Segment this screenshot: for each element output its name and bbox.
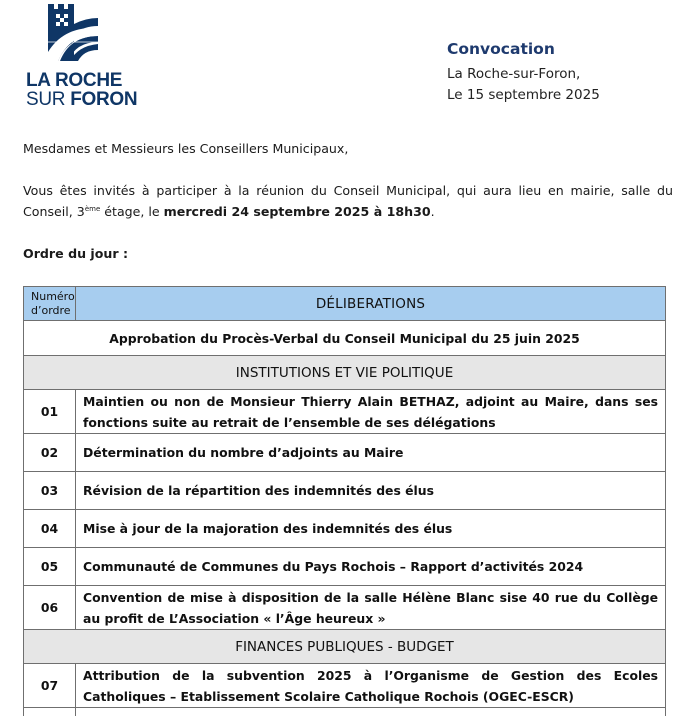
meeting-datetime: mercredi 24 septembre 2025 à 18h30 bbox=[164, 204, 431, 219]
logo-text-line1: LA ROCHE bbox=[26, 70, 122, 92]
item-number: 04 bbox=[24, 510, 76, 548]
section-title: INSTITUTIONS ET VIE POLITIQUE bbox=[24, 356, 666, 390]
header-num-line1: Numéro bbox=[31, 290, 75, 303]
approbation-row bbox=[24, 321, 666, 356]
item-label: Convention de mise à disposition de la salle Hélène Blanc sise 40 rue du Collège au profit de L’Association « l’Âge heureux » bbox=[76, 586, 666, 630]
item-number: 02 bbox=[24, 434, 76, 472]
item-number: 06 bbox=[24, 586, 76, 630]
table-row bbox=[24, 472, 666, 510]
table-row bbox=[24, 586, 666, 630]
table-row bbox=[24, 434, 666, 472]
section-title: FINANCES PUBLIQUES - BUDGET bbox=[24, 630, 666, 664]
section-row bbox=[24, 356, 666, 390]
approbation-text: Approbation du Procès-Verbal du Conseil Municipal du 25 juin 2025 bbox=[24, 321, 666, 356]
item-number: 03 bbox=[24, 472, 76, 510]
section-row bbox=[24, 630, 666, 664]
logo-text-sur: SUR bbox=[26, 89, 70, 110]
invitation-text-1: Vous êtes invités à participer à la réunion du Conseil Municipal, qui aura lieu en mairie, salle du Conseil, 3 bbox=[23, 183, 673, 219]
agenda-label: Ordre du jour : bbox=[23, 243, 673, 264]
salutation: Mesdames et Messieurs les Conseillers Municipaux, bbox=[23, 138, 673, 159]
item-label: Attribution de la subvention 2025 à l’Organisme de Gestion des Ecoles Catholiques – Etablissement Scolaire Catholique Rochois (OGEC-ESCR) bbox=[76, 664, 666, 708]
column-header-deliberations: DÉLIBERATIONS bbox=[76, 287, 666, 321]
invitation-text-2: étage, le bbox=[100, 204, 163, 219]
header-num-line2: d’ordre bbox=[31, 304, 71, 317]
convocation-place: La Roche-sur-Foron, bbox=[447, 64, 600, 85]
table-row bbox=[24, 548, 666, 586]
invitation-end: . bbox=[431, 204, 435, 219]
logo-text-foron: FORON bbox=[70, 89, 137, 110]
castle-waves-emblem-icon bbox=[46, 4, 102, 62]
table-row bbox=[24, 510, 666, 548]
item-label: Mise à jour de la majoration des indemnités des élus bbox=[76, 510, 666, 548]
city-logo bbox=[24, 4, 134, 104]
item-label: Maintien ou non de Monsieur Thierry Alain BETHAZ, adjoint au Maire, dans ses fonctions suite au retrait de l’ensemble de ses délégations bbox=[76, 390, 666, 434]
item-label: Détermination du nombre d’adjoints au Maire bbox=[76, 434, 666, 472]
convocation-title: Convocation bbox=[447, 39, 600, 59]
item-label: Communauté de Communes du Pays Rochois – Rapport d’activités 2024 bbox=[76, 548, 666, 586]
agenda-table bbox=[23, 286, 666, 716]
convocation-header bbox=[447, 39, 600, 106]
table-row bbox=[24, 664, 666, 708]
logo-text-line2 bbox=[26, 89, 137, 111]
item-number: 05 bbox=[24, 548, 76, 586]
item-number: 07 bbox=[24, 664, 76, 708]
invitation-superscript: ème bbox=[85, 205, 100, 213]
invitation-paragraph bbox=[23, 180, 673, 222]
item-label: Révision de la répartition des indemnités des élus bbox=[76, 472, 666, 510]
convocation-date: Le 15 septembre 2025 bbox=[447, 85, 600, 106]
table-row bbox=[24, 390, 666, 434]
table-header-row bbox=[24, 287, 666, 321]
column-header-number bbox=[24, 287, 76, 321]
item-number: 01 bbox=[24, 390, 76, 434]
